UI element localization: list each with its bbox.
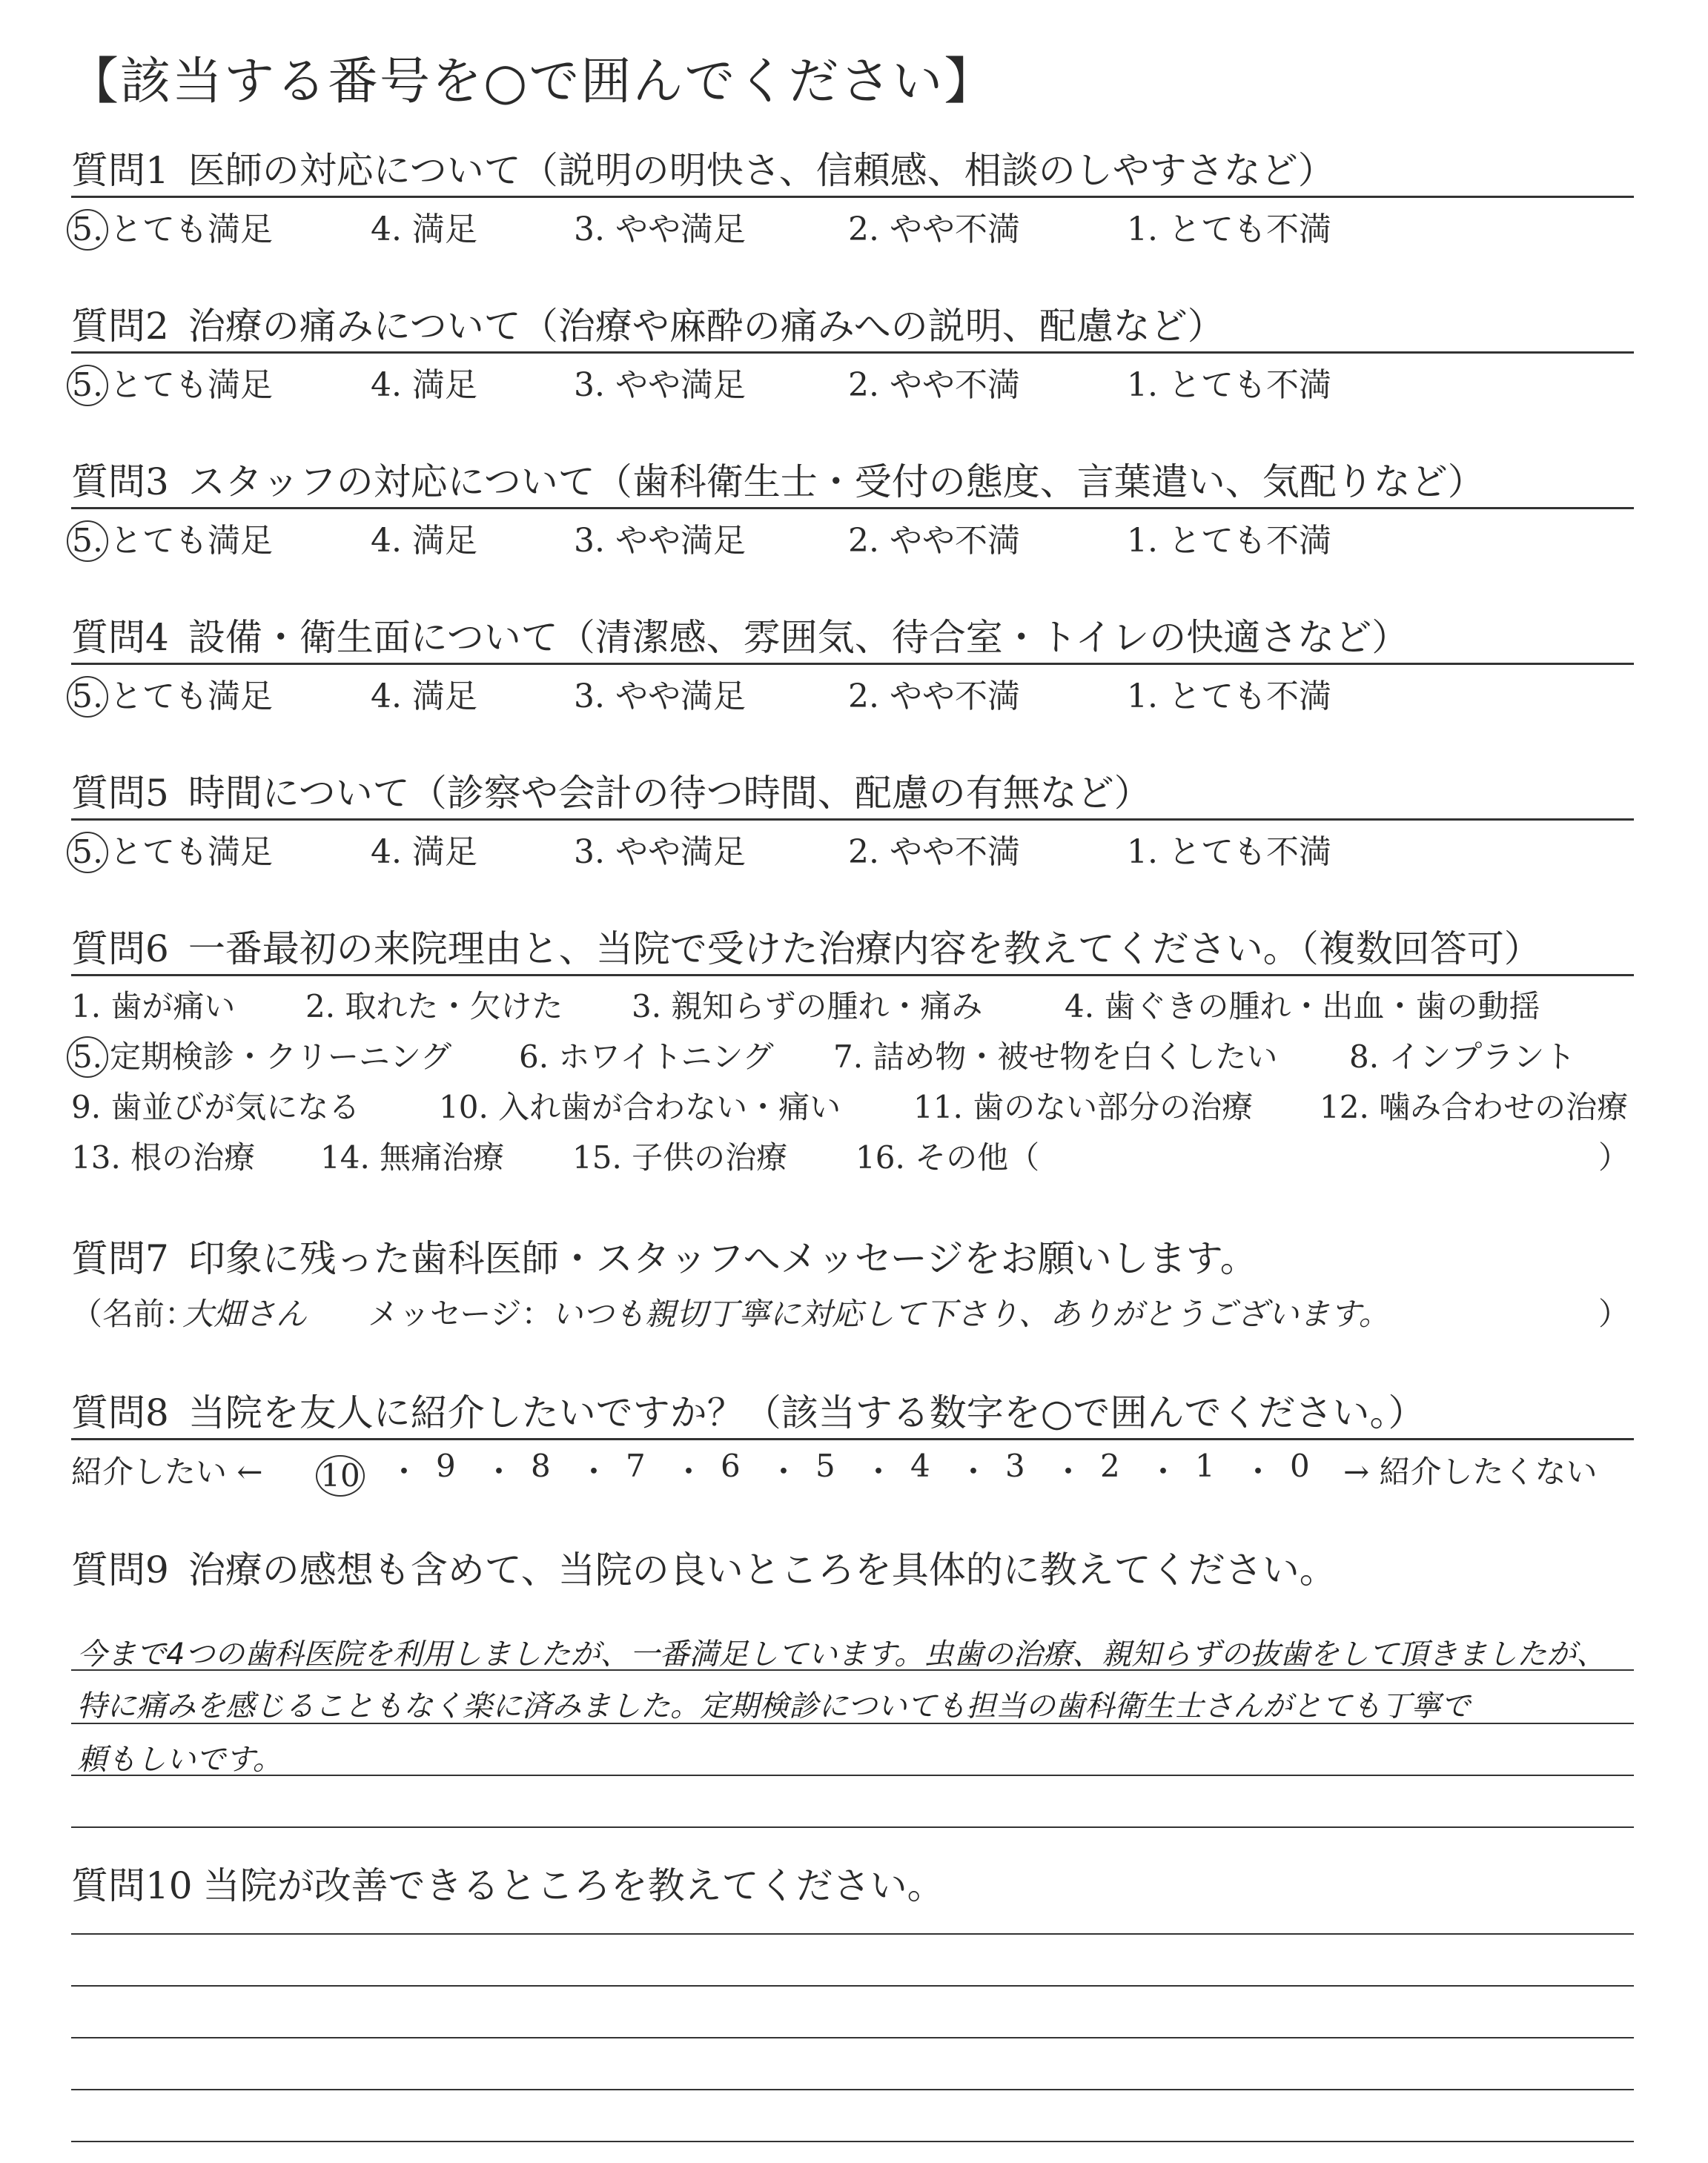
selected-circle: 5. <box>67 676 108 718</box>
scale-value-2[interactable]: 2 <box>1100 1448 1120 1484</box>
option-3[interactable]: 3. 親知らずの腫れ・痛み <box>632 988 983 1024</box>
option-16[interactable]: 16. その他（ <box>855 1139 1040 1176</box>
question-text: 一番最初の来院理由と、当院で受けた治療内容を教えてください。（複数回答可） <box>188 927 1541 970</box>
option-2[interactable]: 2. やや不満 <box>848 522 1020 560</box>
message-row <box>71 1284 1634 1339</box>
answer-line <box>71 1933 1634 1935</box>
option-4[interactable]: 4. 満足 <box>371 522 477 560</box>
option-3[interactable]: 3. やや満足 <box>574 366 746 404</box>
option-1[interactable]: 1. とても不満 <box>1127 678 1331 715</box>
question-number: 質問8 <box>71 1391 169 1434</box>
question-4 <box>71 612 1634 717</box>
option-5[interactable] <box>71 202 273 251</box>
answer-text-line: 今まで4つの歯科医院を利用しましたが、一番満足しています。虫歯の治療、親知らずの抜歯をして頂きましたが、 <box>77 1637 1606 1672</box>
option-14[interactable]: 14. 無痛治療 <box>320 1139 505 1176</box>
option-5[interactable] <box>71 514 273 562</box>
option-label: とても満足 <box>110 833 273 871</box>
option-1[interactable]: 1. とても不満 <box>1127 366 1331 404</box>
option-4[interactable]: 4. 満足 <box>371 678 477 715</box>
question-number: 質問5 <box>71 772 169 815</box>
scale-separator: ・ <box>673 1454 705 1490</box>
answer-line <box>71 2141 1634 2142</box>
option-label: とても満足 <box>110 522 273 560</box>
question-5 <box>71 768 1634 872</box>
scale-value-5[interactable]: 5 <box>815 1448 835 1484</box>
answer-line <box>71 1826 1634 1828</box>
option-2[interactable]: 2. やや不満 <box>848 678 1020 715</box>
option-3[interactable]: 3. やや満足 <box>574 833 746 871</box>
option-3[interactable]: 3. やや満足 <box>574 678 746 715</box>
option-2[interactable]: 2. やや不満 <box>848 211 1020 248</box>
selected-circle: 5. <box>67 209 108 251</box>
question-number: 質問7 <box>71 1237 169 1280</box>
selected-circle: 5. <box>67 520 108 562</box>
option-1[interactable]: 1. とても不満 <box>1127 522 1331 560</box>
answer-text-line: 頼もしいです。 <box>77 1743 282 1777</box>
rating-options <box>71 509 1634 561</box>
option-2[interactable]: 2. やや不満 <box>848 833 1020 871</box>
option-11[interactable]: 11. 歯のない部分の治療 <box>913 1089 1254 1125</box>
question-1 <box>71 145 1634 250</box>
answer-line <box>71 2037 1634 2038</box>
question-number: 質問3 <box>71 460 169 503</box>
selected-circle: 10 <box>316 1455 365 1497</box>
question-text: 治療の痛みについて（治療や麻酔の痛みへの説明、配慮など） <box>188 305 1225 348</box>
answer-text-line: 特に痛みを感じることもなく楽に済みました。定期検診についても担当の歯科衛生士さんがとても丁寧で <box>77 1689 1471 1723</box>
message-label: メッセージ： <box>368 1296 553 1332</box>
page-title: 【該当する番号を○で囲んでください】 <box>68 53 996 111</box>
option-4[interactable]: 4. 満足 <box>371 833 477 871</box>
rating-options <box>71 354 1634 405</box>
answer-area[interactable] <box>71 1911 1634 2163</box>
selected-circle: 5. <box>67 365 108 406</box>
question-10 <box>71 1861 1634 2163</box>
selected-circle: 5. <box>67 1036 108 1078</box>
option-5[interactable] <box>71 825 273 873</box>
scale-separator: ・ <box>958 1454 990 1490</box>
scale-separator: ・ <box>483 1454 515 1490</box>
option-label: とても満足 <box>110 366 273 404</box>
question-6 <box>71 924 1634 1178</box>
option-10[interactable]: 10. 入れ歯が合わない・痛い <box>439 1089 841 1125</box>
option-12[interactable]: 12. 噛み合わせの治療 <box>1320 1089 1629 1125</box>
option-label: 定期検診・クリーニング <box>110 1039 452 1075</box>
close-paren: ） <box>1598 1296 1630 1332</box>
question-9 <box>71 1545 1634 1877</box>
selected-circle: 5. <box>67 832 108 873</box>
option-3[interactable]: 3. やや満足 <box>574 522 746 560</box>
close-paren: ） <box>1598 1139 1630 1176</box>
scale-value-7[interactable]: 7 <box>626 1448 646 1484</box>
option-7[interactable]: 7. 詰め物・被せ物を白くしたい <box>833 1039 1278 1075</box>
scale-value-4[interactable]: 4 <box>910 1448 930 1484</box>
rating-options <box>71 821 1634 872</box>
message-value[interactable]: いつも親切丁寧に対応して下さり、ありがとうございます。 <box>552 1296 1390 1332</box>
option-5[interactable] <box>71 358 273 406</box>
option-row-4 <box>71 1127 1634 1178</box>
scale-value-8[interactable]: 8 <box>531 1448 551 1484</box>
question-number: 質問9 <box>71 1548 169 1591</box>
scale-value-3[interactable]: 3 <box>1005 1448 1025 1484</box>
question-text: スタッフの対応について（歯科衛生士・受付の態度、言葉遣い、気配りなど） <box>188 460 1485 503</box>
scale-separator: ・ <box>863 1454 895 1490</box>
scale-separator: ・ <box>388 1454 420 1490</box>
option-15[interactable]: 15. 子供の治療 <box>572 1139 788 1176</box>
question-number: 質問6 <box>71 927 169 970</box>
option-2[interactable]: 2. やや不満 <box>848 366 1020 404</box>
scale-value-0[interactable]: 0 <box>1290 1448 1310 1484</box>
question-text: 治療の感想も含めて、当院の良いところを具体的に教えてください。 <box>188 1548 1337 1591</box>
answer-line <box>71 1775 1634 1776</box>
option-2[interactable]: 2. 取れた・欠けた <box>305 988 563 1024</box>
option-row-3 <box>71 1077 1634 1127</box>
option-row-2 <box>71 1027 1634 1077</box>
question-3 <box>71 457 1634 561</box>
question-text: 時間について（診察や会計の待つ時間、配慮の有無など） <box>188 772 1151 815</box>
option-1[interactable]: 1. 歯が痛い <box>71 988 236 1024</box>
rating-options <box>71 665 1634 717</box>
option-4[interactable]: 4. 満足 <box>371 366 477 404</box>
scale-value-9[interactable]: 9 <box>436 1448 456 1484</box>
question-text: 医師の対応について（説明の明快さ、信頼感、相談のしやすさなど） <box>188 149 1335 192</box>
option-1[interactable]: 1. とても不満 <box>1127 211 1331 248</box>
question-8 <box>71 1388 1634 1495</box>
scale-right-label: → 紹介したくない <box>1343 1454 1598 1490</box>
scale-value-6[interactable]: 6 <box>721 1448 741 1484</box>
option-label: とても満足 <box>110 211 273 248</box>
question-2 <box>71 301 1634 405</box>
question-number: 質問2 <box>71 305 169 348</box>
question-text: 設備・衛生面について（清潔感、雰囲気、待合室・トイレの快適さなど） <box>188 616 1409 659</box>
answer-line <box>71 1985 1634 1987</box>
question-7 <box>71 1233 1634 1339</box>
question-text: 当院が改善できるところを教えてください。 <box>202 1864 944 1907</box>
name-value[interactable]: 大畑さん <box>182 1296 308 1332</box>
option-9[interactable]: 9. 歯並びが気になる <box>71 1089 360 1125</box>
rating-options <box>71 198 1634 250</box>
question-number: 質問1 <box>71 149 169 192</box>
option-3[interactable]: 3. やや満足 <box>574 211 746 248</box>
question-number: 質問10 <box>71 1864 193 1907</box>
name-label: （名前： <box>71 1296 196 1332</box>
scale-value-1[interactable]: 1 <box>1195 1448 1215 1484</box>
scale-separator: ・ <box>1053 1454 1085 1490</box>
question-text: 印象に残った歯科医師・スタッフへメッセージをお願いします。 <box>188 1237 1257 1280</box>
option-5[interactable] <box>71 669 273 718</box>
option-13[interactable]: 13. 根の治療 <box>71 1139 256 1176</box>
option-8[interactable]: 8. インプラント <box>1349 1039 1576 1075</box>
question-text: 当院を友人に紹介したいですか？（該当する数字を○で囲んでください。） <box>188 1391 1426 1434</box>
option-6[interactable]: 6. ホワイトニング <box>519 1039 774 1075</box>
scale-left-label: 紹介したい ← <box>71 1454 263 1490</box>
option-4[interactable]: 4. 満足 <box>371 211 477 248</box>
option-5[interactable] <box>71 1033 451 1078</box>
scale-separator: ・ <box>768 1454 800 1490</box>
option-row-1 <box>71 976 1634 1027</box>
answer-line <box>71 2089 1634 2090</box>
option-label: とても満足 <box>110 678 273 715</box>
scale-separator: ・ <box>1148 1454 1179 1490</box>
option-1[interactable]: 1. とても不満 <box>1127 833 1331 871</box>
answer-area[interactable] <box>71 1595 1634 1877</box>
recommend-scale <box>71 1440 1634 1495</box>
scale-separator: ・ <box>1242 1454 1274 1490</box>
scale-separator: ・ <box>578 1454 610 1490</box>
option-4[interactable]: 4. 歯ぐきの腫れ・出血・歯の動揺 <box>1065 988 1540 1024</box>
question-number: 質問4 <box>71 616 169 659</box>
